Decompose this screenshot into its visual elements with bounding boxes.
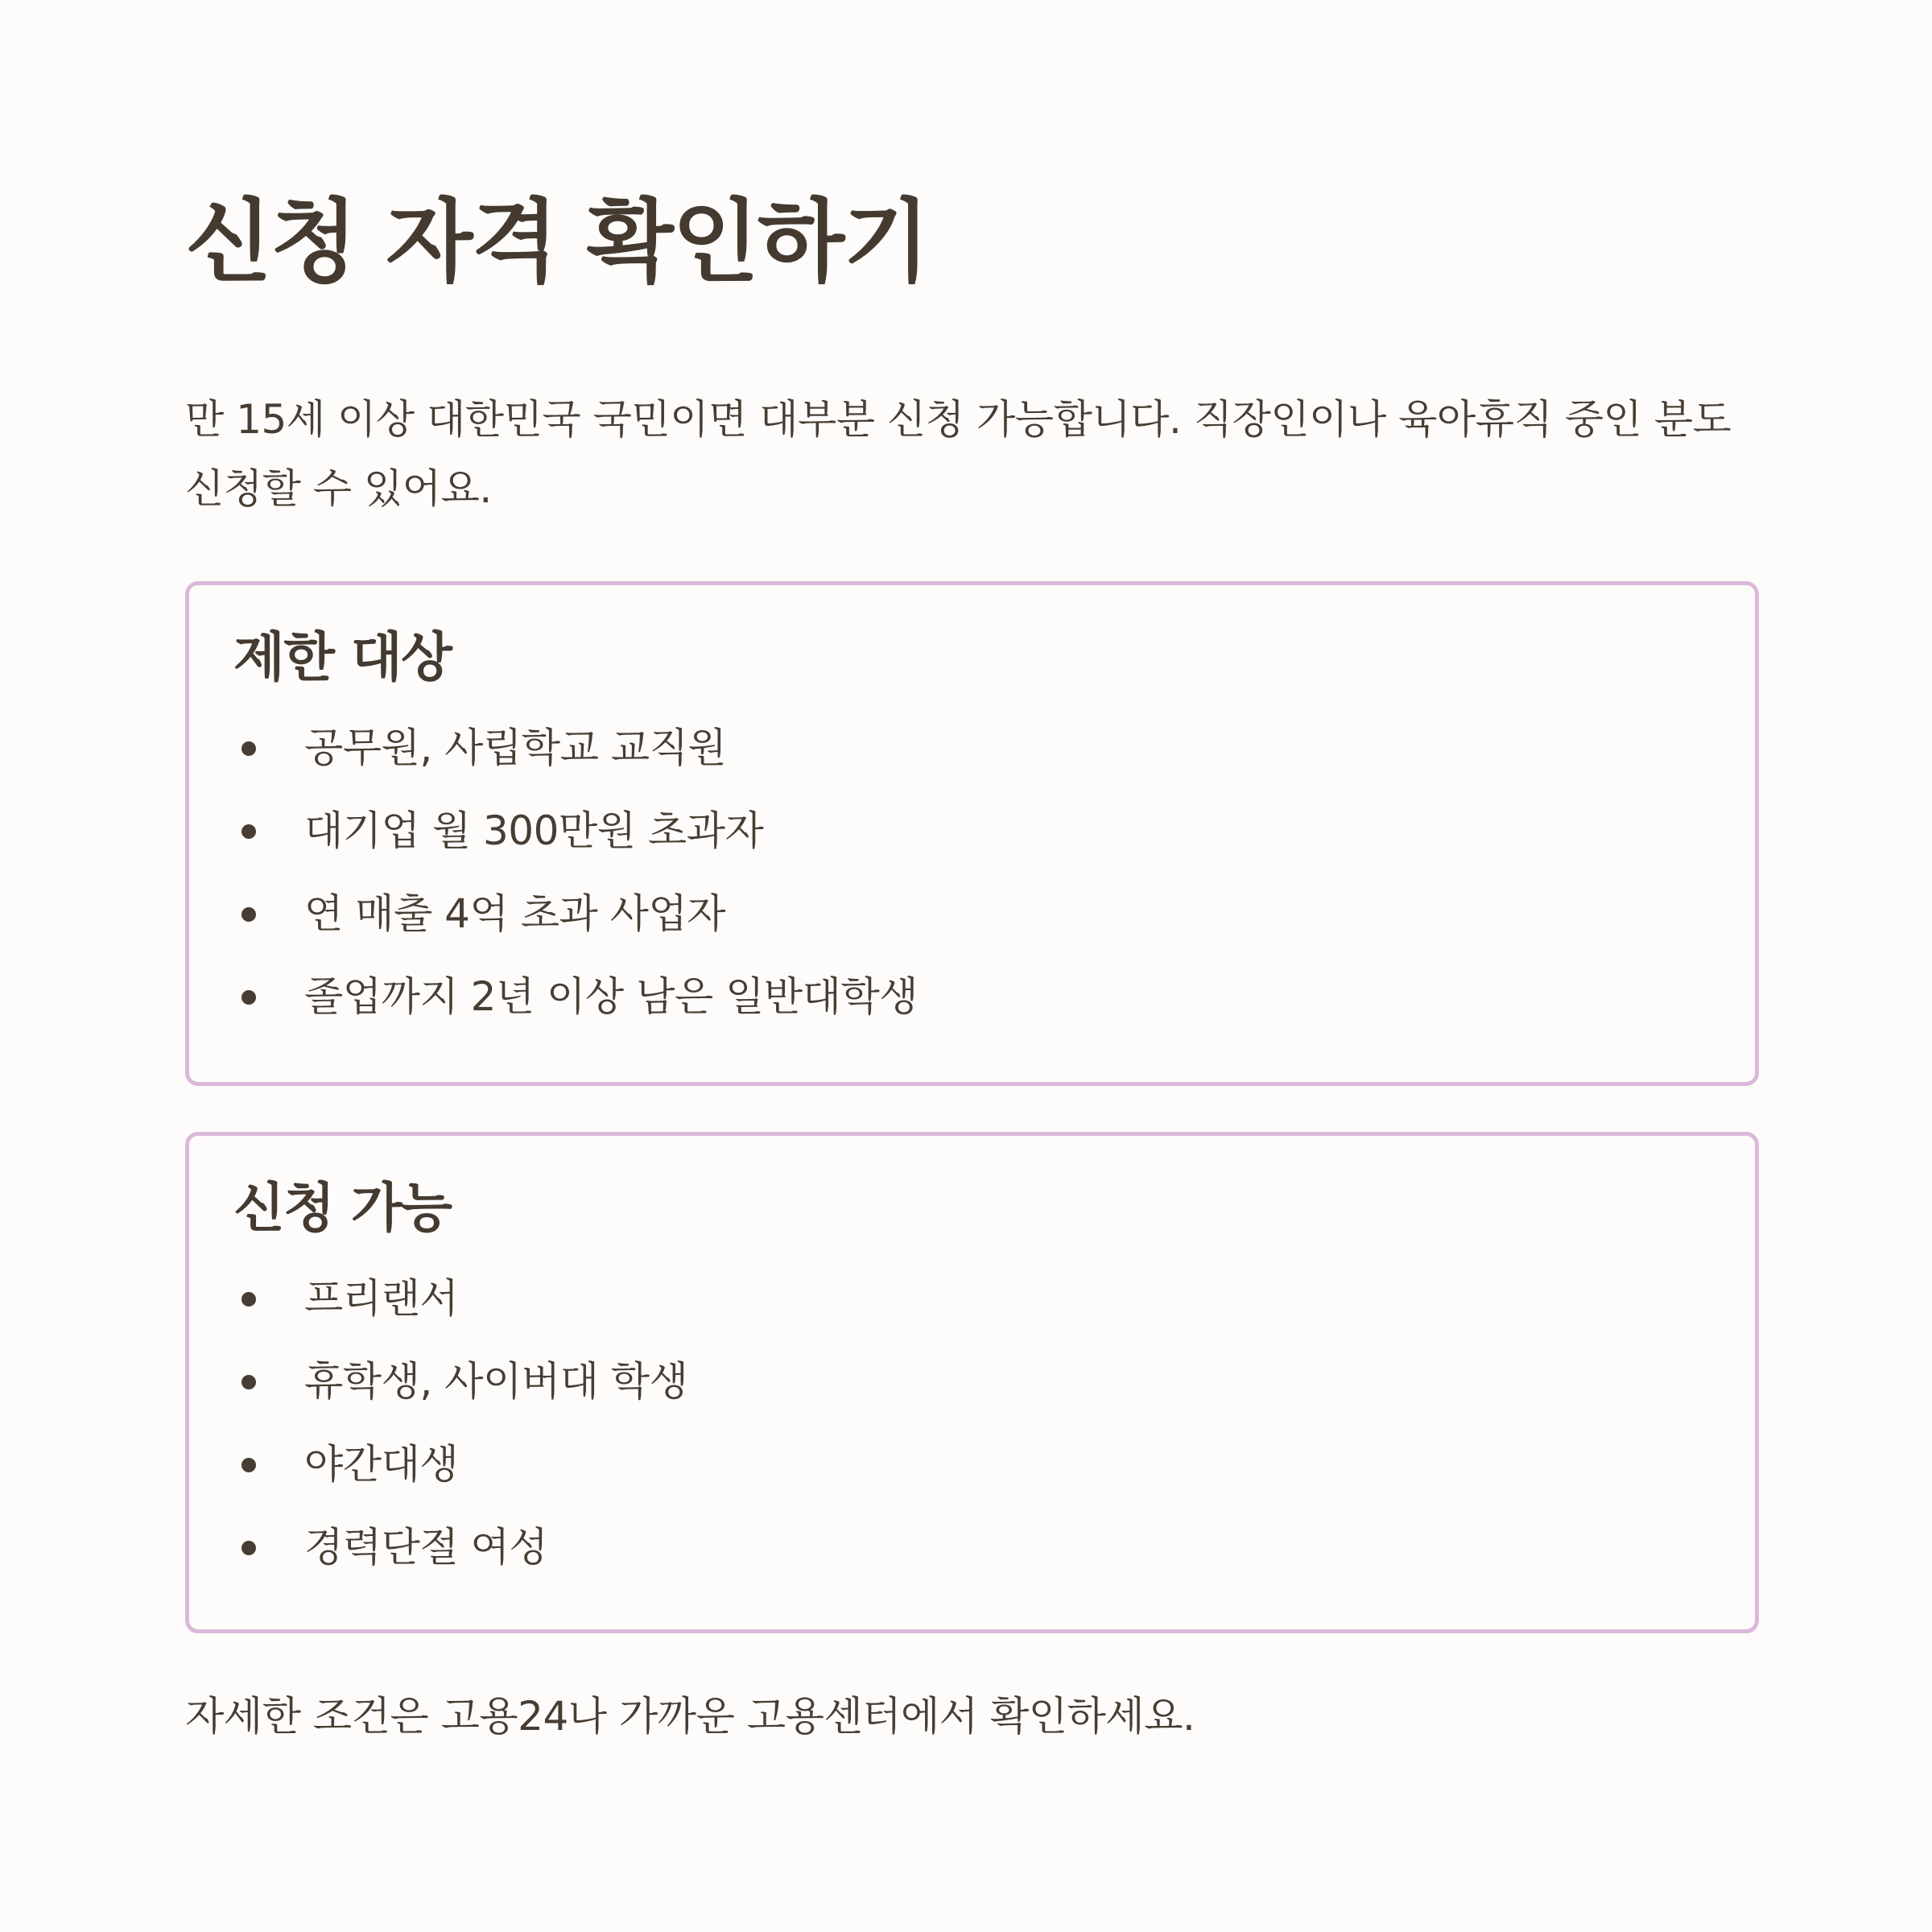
list-item-label: 경력단절 여성 [304, 1524, 548, 1571]
bullet-icon [242, 741, 256, 756]
restricted-card [185, 581, 1759, 1086]
list-item [233, 1423, 1711, 1506]
bullet-icon [242, 1541, 256, 1555]
list-item [233, 1340, 1711, 1423]
list-item [233, 873, 1711, 956]
bullet-icon [242, 990, 256, 1005]
eligible-card [185, 1132, 1759, 1633]
footer-note: 자세한 조건은 고용24나 가까운 고용센터에서 확인하세요. [185, 1693, 1195, 1740]
bullet-icon [242, 824, 256, 839]
list-item [233, 1257, 1711, 1340]
intro-paragraph: 만 15세 이상 대한민국 국민이면 대부분 신청 가능합니다. 직장인이나 육아휴직 중인 분도 신청할 수 있어요. [185, 396, 1732, 513]
bullet-icon [242, 1292, 256, 1307]
restricted-heading: 제한 대상 [233, 626, 452, 689]
list-item-label: 연 매출 4억 초과 사업자 [304, 890, 726, 938]
page-title: 신청 자격 확인하기 [185, 190, 929, 295]
list-item-label: 야간대생 [304, 1441, 459, 1488]
bullet-icon [242, 1375, 256, 1389]
bullet-icon [242, 907, 256, 922]
list-item-label: 프리랜서 [304, 1275, 459, 1323]
eligible-heading: 신청 가능 [233, 1177, 452, 1240]
bullet-icon [242, 1458, 256, 1472]
list-item-label: 휴학생, 사이버대 학생 [304, 1358, 688, 1406]
list-item [233, 1506, 1711, 1589]
list-item-label: 졸업까지 2년 이상 남은 일반대학생 [304, 973, 919, 1021]
restricted-list [233, 707, 1711, 1038]
eligibility-page [185, 190, 1759, 1751]
list-item [233, 707, 1711, 790]
list-item-label: 대기업 월 300만원 초과자 [304, 807, 764, 855]
eligible-list [233, 1257, 1711, 1589]
list-item-label: 공무원, 사립학교 교직원 [304, 724, 727, 772]
list-item [233, 790, 1711, 873]
list-item [233, 956, 1711, 1038]
